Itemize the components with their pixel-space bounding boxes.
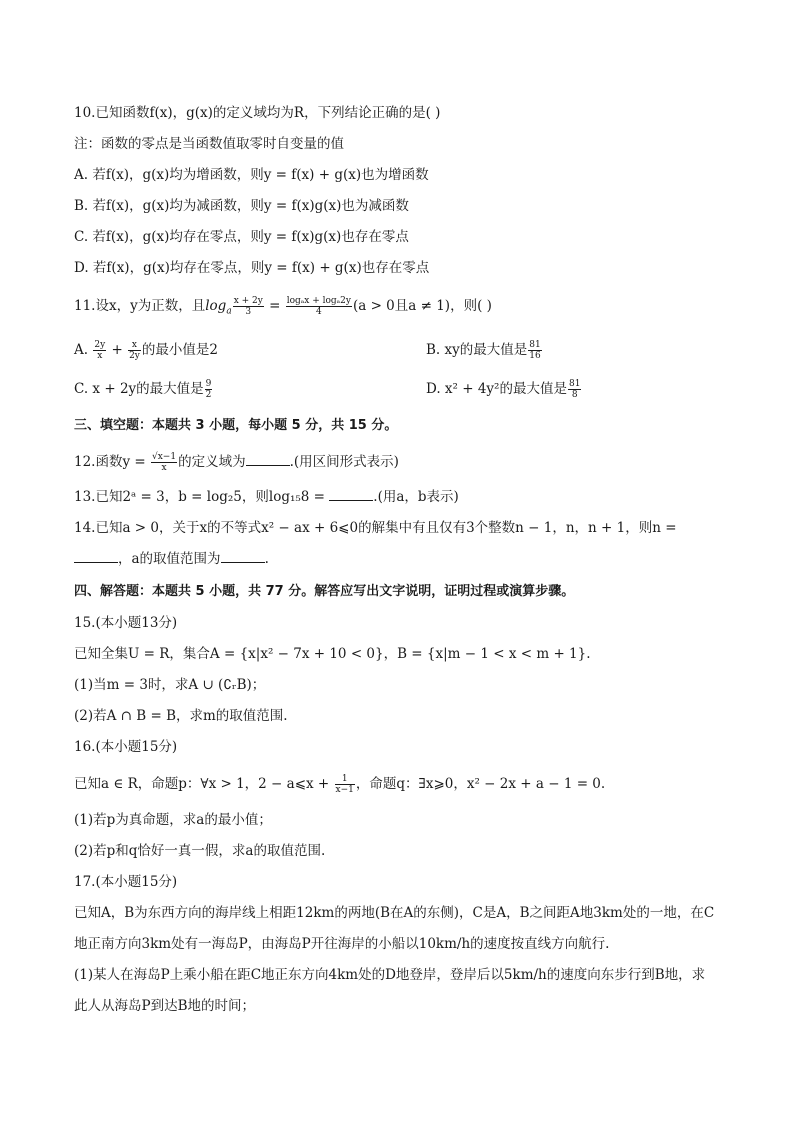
question-14-line2: ，a的取值范围为 . xyxy=(74,550,734,568)
question-16-stem: 已知a ∈ R，命题p：∀x > 1，2 − a⩽x + $\frac{1}{x-1}$ ，命题q：∃x⩾0，x² − 2x + a − 1 = 0. xyxy=(74,774,606,795)
answer-blank[interactable] xyxy=(329,488,373,501)
question-14-line1: 14.已知a > 0，关于x的不等式x² − ax + 6⩽0的解集中有且仅有3个整数n − 1，n，n + 1，则n = xyxy=(74,520,677,536)
question-17-part-1-line1: (1)某人在海岛P上乘小船在距C地正东方向4km处的D地登岸，登岸后以5km/h的速度向东步行到B地，求 xyxy=(74,967,706,983)
question-11-option-b: B. xy的最大值是 $\frac{81}{16}$ xyxy=(426,340,541,361)
question-15-stem: 已知全集U = R，集合A = {x|x² − 7x + 10 < 0}，B = {x|m − 1 < x < m + 1}. xyxy=(74,646,591,662)
fraction: $\frac{2y}{x}$ xyxy=(94,340,106,361)
fraction: $\frac{\text{logₐx + logₐ2y}}{4}$ xyxy=(286,296,351,317)
question-11-option-d: D. x² + 4y²的最大值是 $\frac{81}{8}$ xyxy=(426,379,581,400)
section-4-heading: 四、解答题：本题共 5 小题，共 77 分。解答应写出文字说明，证明过程或演算步骤。 xyxy=(74,584,575,599)
fraction: $\frac{√x-1}{x}$ xyxy=(152,452,177,473)
answer-blank[interactable] xyxy=(246,453,290,466)
answer-blank[interactable] xyxy=(221,550,265,563)
fraction: $\frac{1}{x-1}$ xyxy=(335,774,354,795)
question-12: 12.函数y = $\frac{√x-1}{x}$ 的定义域为 .(用区间形式表示) xyxy=(74,452,399,473)
question-10-option-a: A. 若f(x)，g(x)均为增函数，则y = f(x) + g(x)也为增函数 xyxy=(74,167,429,183)
question-17-part-1-line2: 此人从海岛P到达B地的时间； xyxy=(74,998,256,1014)
question-16-part-2: (2)若p和q恰好一真一假，求a的取值范围. xyxy=(74,843,326,859)
question-10-option-b: B. 若f(x)，g(x)均为减函数，则y = f(x)g(x)也为减函数 xyxy=(74,198,409,214)
section-3-heading: 三、填空题：本题共 3 小题，每小题 5 分，共 15 分。 xyxy=(74,418,398,433)
fraction: $\frac{81}{16}$ xyxy=(529,340,541,361)
answer-blank[interactable] xyxy=(74,550,118,563)
question-11-option-c: C. x + 2y的最大值是 $\frac{9}{2}$ xyxy=(74,379,212,400)
fraction: $\frac{9}{2}$ xyxy=(205,379,212,400)
fraction: $\frac{x + 2y}{3}$ xyxy=(233,296,263,317)
question-10-note: 注：函数的零点是当函数值取零时自变量的值 xyxy=(74,136,344,152)
question-13: 13.已知2ᵃ = 3，b = log₂5，则log₁₅8 = .(用a，b表示) xyxy=(74,489,459,505)
question-11-option-a: A. $\frac{2y}{x}$ + $\frac{x}{2y}$ 的最小值是2 xyxy=(74,340,218,361)
fraction: $\frac{x}{2y}$ xyxy=(129,340,140,361)
question-11-options-row1 xyxy=(74,340,734,361)
question-15-part-1: (1)当m = 3时，求A ∪ (∁ᵣB)； xyxy=(74,677,266,693)
question-16-part-1: (1)若p为真命题，求a的最小值； xyxy=(74,812,272,828)
question-16-header: 16.(本小题15分) xyxy=(74,739,178,755)
fraction: $\frac{81}{8}$ xyxy=(568,379,581,400)
question-15-part-2: (2)若A ∩ B = B，求m的取值范围. xyxy=(74,708,288,724)
question-10-option-d: D. 若f(x)，g(x)均存在零点，则y = f(x) + g(x)也存在零点 xyxy=(74,260,430,276)
question-11-options-row2 xyxy=(74,379,734,400)
question-17-stem-line1: 已知A，B为东西方向的海岸线上相距12km的两地(B在A的东侧)，C是A，B之间距A地3km处的一地，在C xyxy=(74,905,715,921)
question-17-stem-line2: 地正南方向3km处有一海岛P，由海岛P开往海岸的小船以10km/h的速度按直线方向航行. xyxy=(74,936,610,952)
question-11-stem: 11.设x，y为正数，且$\log_a$ $\frac{x + 2y}{3}$ = $\frac{\text{logₐx + logₐ2y}}{4}$ (a > 0且a ≠ 1)，则( ) xyxy=(74,296,492,317)
question-10-option-c: C. 若f(x)，g(x)均存在零点，则y = f(x)g(x)也存在零点 xyxy=(74,229,409,245)
question-15-header: 15.(本小题13分) xyxy=(74,615,178,631)
question-17-header: 17.(本小题15分) xyxy=(74,874,178,890)
question-10-stem: 10.已知函数f(x)，g(x)的定义域均为R，下列结论正确的是( ) xyxy=(74,105,441,121)
